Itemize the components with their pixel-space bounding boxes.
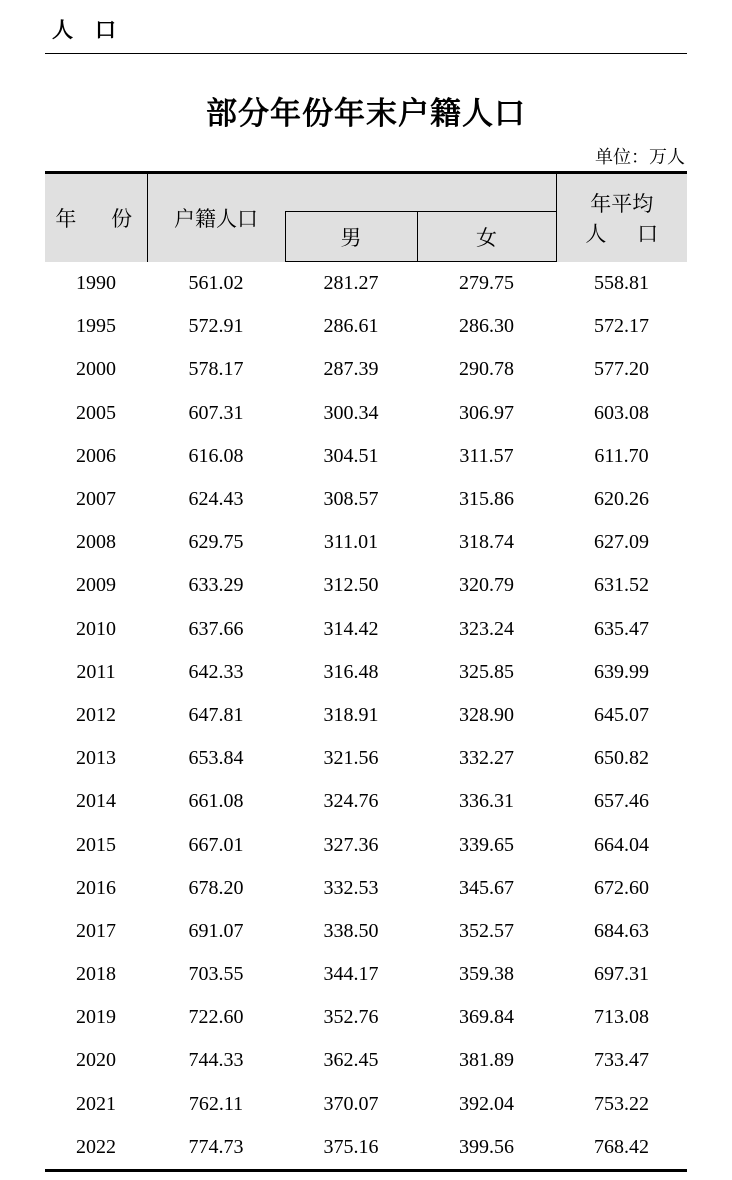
cell-year: 2006 [76, 444, 116, 467]
cell-avg: 631.52 [594, 574, 649, 597]
table-body [45, 262, 687, 1171]
cell-avg: 577.20 [594, 358, 649, 381]
table-row [45, 1039, 687, 1082]
table-row [45, 435, 687, 478]
cell-year: 2022 [45, 1126, 147, 1171]
cell-total: 703.55 [188, 963, 244, 986]
cell-avg: 768.42 [556, 1126, 687, 1171]
cell-female: 306.97 [459, 401, 514, 424]
cell-male: 304.51 [323, 444, 379, 467]
table-row [45, 521, 687, 564]
header-year: 年 份 [45, 173, 147, 262]
cell-total: 637.66 [188, 617, 244, 640]
cell-year: 2019 [76, 1006, 116, 1029]
cell-total: 774.73 [147, 1126, 285, 1171]
cell-total: 722.60 [188, 1006, 244, 1029]
header-rule [45, 53, 687, 54]
cell-total: 678.20 [188, 876, 244, 899]
cell-female: 369.84 [459, 1006, 514, 1029]
cell-male: 352.76 [323, 1006, 379, 1029]
table-row [45, 996, 687, 1039]
cell-total: 762.11 [188, 1092, 244, 1115]
table-row [45, 1083, 687, 1126]
cell-avg: 684.63 [594, 919, 649, 942]
cell-female: 339.65 [459, 833, 514, 856]
cell-year: 2017 [76, 919, 116, 942]
cell-female: 336.31 [459, 790, 514, 813]
cell-year: 1995 [76, 315, 116, 338]
cell-avg: 733.47 [594, 1049, 649, 1072]
cell-male: 344.17 [323, 963, 379, 986]
cell-female: 345.67 [459, 876, 514, 899]
cell-male: 281.27 [323, 272, 379, 295]
cell-female: 381.89 [459, 1049, 514, 1072]
cell-total: 667.01 [188, 833, 244, 856]
cell-female: 320.79 [459, 574, 514, 597]
cell-female: 318.74 [459, 531, 514, 554]
cell-total: 572.91 [188, 315, 244, 338]
cell-year: 2015 [76, 833, 116, 856]
cell-female: 352.57 [459, 919, 514, 942]
cell-male: 324.76 [323, 790, 379, 813]
table-row [45, 1126, 687, 1171]
cell-total: 642.33 [188, 660, 244, 683]
cell-year: 2005 [76, 401, 116, 424]
table-row [45, 305, 687, 348]
cell-year: 2007 [76, 488, 116, 511]
table-row [45, 478, 687, 521]
table-row [45, 780, 687, 823]
cell-male: 332.53 [323, 876, 379, 899]
cell-avg: 645.07 [594, 703, 649, 726]
table-row [45, 608, 687, 651]
cell-female: 332.27 [459, 747, 514, 770]
cell-male: 370.07 [323, 1092, 379, 1115]
table-row [45, 910, 687, 953]
cell-total: 629.75 [188, 531, 244, 554]
cell-male: 286.61 [323, 315, 379, 338]
cell-avg: 697.31 [594, 963, 649, 986]
cell-year: 2014 [76, 790, 116, 813]
cell-avg: 603.08 [594, 401, 649, 424]
cell-male: 287.39 [323, 358, 379, 381]
table-row [45, 953, 687, 996]
cell-male: 316.48 [323, 660, 379, 683]
cell-female: 392.04 [459, 1092, 514, 1115]
cell-year: 2000 [76, 358, 116, 381]
cell-female: 315.86 [459, 488, 514, 511]
cell-avg: 657.46 [594, 790, 649, 813]
cell-male: 327.36 [323, 833, 379, 856]
cell-total: 624.43 [188, 488, 244, 511]
population-table [45, 171, 687, 1172]
cell-female: 359.38 [459, 963, 514, 986]
cell-avg: 620.26 [594, 488, 649, 511]
table-header [45, 173, 687, 262]
cell-avg: 558.81 [594, 271, 649, 294]
cell-female: 323.24 [459, 617, 514, 640]
cell-avg: 611.70 [594, 444, 649, 467]
cell-year: 2021 [76, 1092, 116, 1115]
cell-male: 314.42 [323, 617, 379, 640]
cell-avg: 627.09 [594, 531, 649, 554]
cell-male: 312.50 [323, 574, 379, 597]
cell-total: 607.31 [188, 401, 244, 424]
table-row [45, 867, 687, 910]
cell-year: 2011 [76, 660, 116, 683]
header-average-line1: 年平均 [590, 191, 654, 216]
cell-year: 2010 [76, 617, 116, 640]
cell-female: 290.78 [459, 358, 514, 381]
unit-label: 单位：万人 [595, 147, 685, 168]
cell-female: 279.75 [459, 272, 514, 295]
cell-male: 311.01 [323, 531, 379, 554]
cell-total: 744.33 [188, 1049, 244, 1072]
table-row [45, 823, 687, 866]
cell-year: 2008 [76, 531, 116, 554]
cell-male: 318.91 [323, 703, 379, 726]
cell-year: 2018 [76, 963, 116, 986]
header-average-line2: 人 口 [585, 221, 671, 246]
page-title: 部分年份年末户籍人口 [206, 96, 526, 132]
cell-avg: 635.47 [594, 617, 649, 640]
header-male: 男 [285, 212, 417, 262]
cell-male: 300.34 [323, 401, 379, 424]
cell-avg: 672.60 [594, 876, 649, 899]
cell-female: 399.56 [417, 1126, 556, 1171]
cell-total: 561.02 [188, 271, 244, 294]
cell-total: 633.29 [188, 574, 244, 597]
cell-avg: 639.99 [594, 660, 649, 683]
cell-avg: 664.04 [594, 833, 649, 856]
cell-year: 2020 [76, 1049, 116, 1072]
cell-year: 2009 [76, 574, 116, 597]
header-sex-group [285, 173, 556, 212]
cell-year: 2013 [76, 747, 116, 770]
cell-female: 328.90 [459, 703, 514, 726]
header-average [556, 173, 687, 262]
table-row [45, 564, 687, 607]
cell-avg: 713.08 [594, 1006, 649, 1029]
cell-year: 2012 [76, 703, 116, 726]
cell-avg: 650.82 [594, 747, 649, 770]
header-total: 户籍人口 [147, 173, 285, 262]
table-row [45, 694, 687, 737]
cell-year: 1990 [76, 271, 116, 294]
cell-male: 362.45 [323, 1049, 379, 1072]
cell-total: 578.17 [188, 358, 244, 381]
table-row [45, 262, 687, 306]
cell-total: 647.81 [188, 703, 244, 726]
cell-avg: 572.17 [594, 315, 649, 338]
cell-avg: 753.22 [594, 1092, 649, 1115]
section-header: 人口 [52, 18, 138, 42]
cell-male: 375.16 [285, 1126, 417, 1171]
header-female: 女 [417, 212, 556, 262]
table-row [45, 651, 687, 694]
cell-female: 325.85 [459, 660, 514, 683]
cell-male: 308.57 [323, 488, 379, 511]
table-row [45, 392, 687, 435]
cell-total: 616.08 [188, 444, 244, 467]
table-row [45, 348, 687, 391]
cell-total: 661.08 [188, 790, 244, 813]
cell-total: 653.84 [188, 747, 244, 770]
table-row [45, 737, 687, 780]
cell-male: 321.56 [323, 747, 379, 770]
cell-male: 338.50 [323, 919, 379, 942]
cell-total: 691.07 [188, 919, 244, 942]
cell-female: 311.57 [459, 444, 514, 467]
cell-female: 286.30 [459, 315, 514, 338]
cell-year: 2016 [76, 876, 116, 899]
